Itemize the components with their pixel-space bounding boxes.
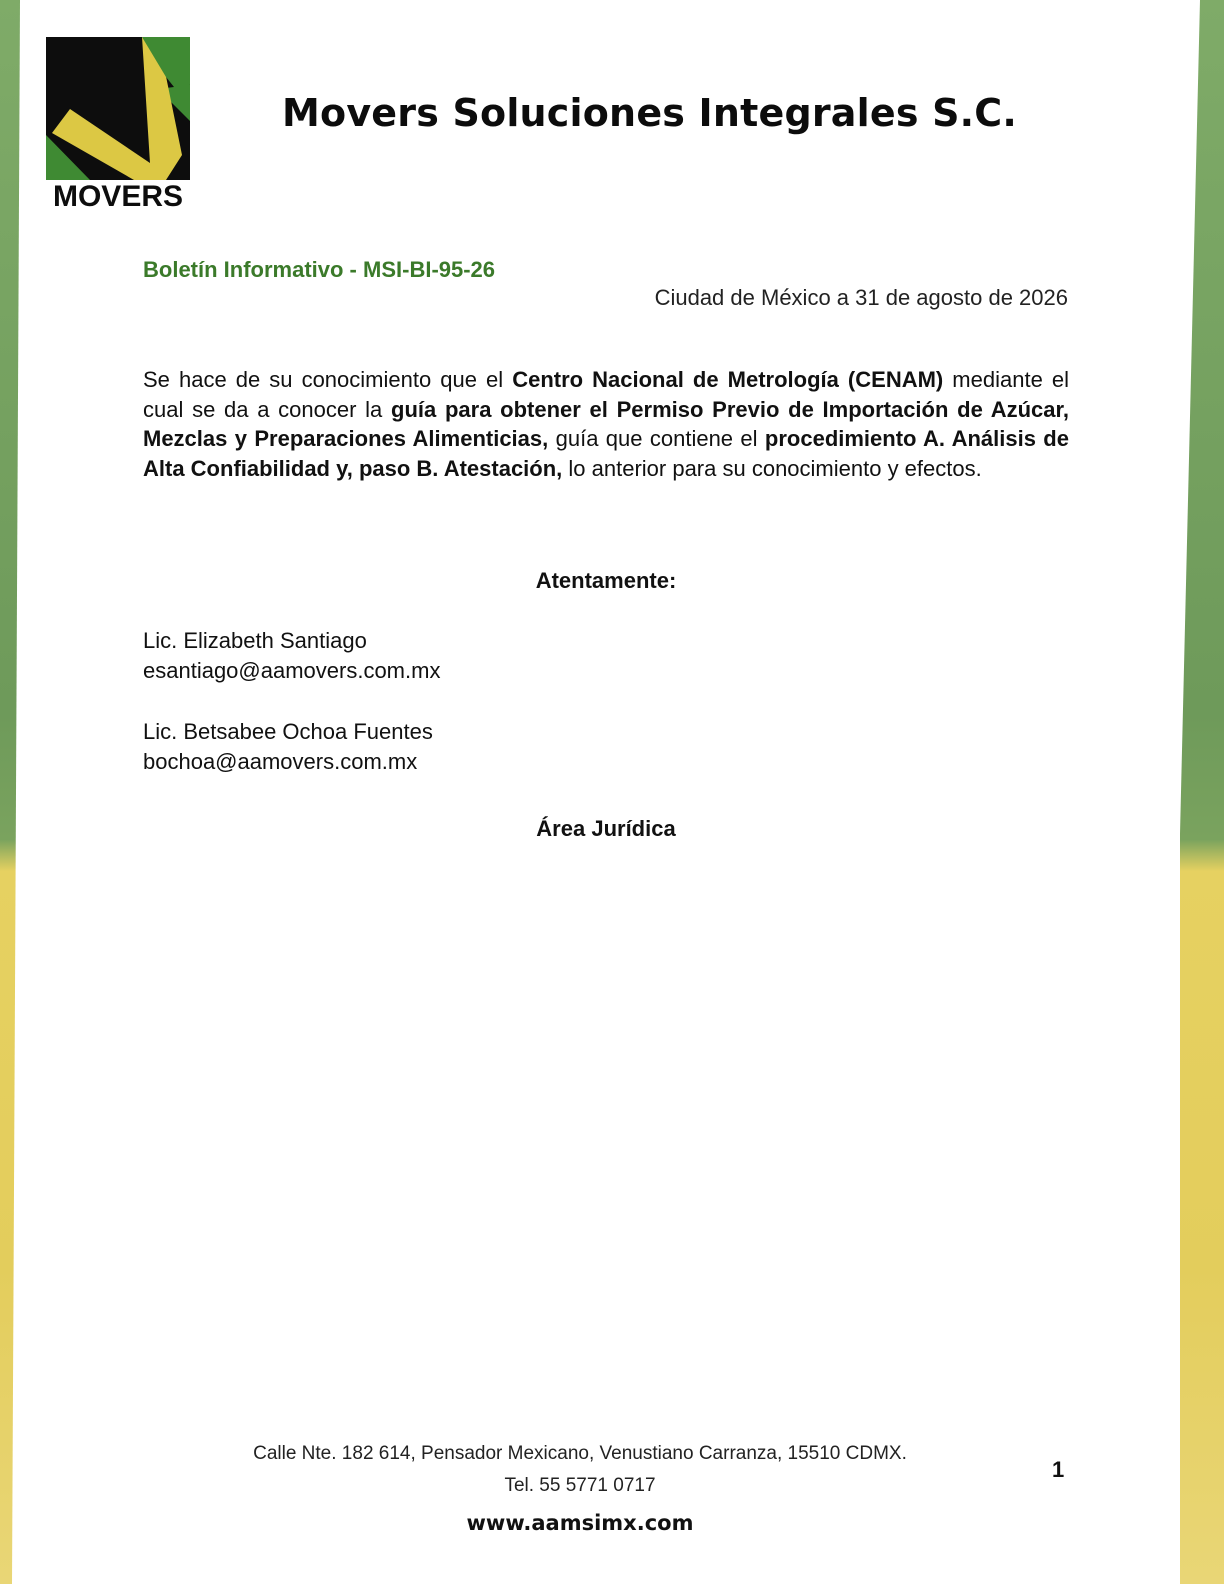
body-paragraph	[143, 365, 1069, 483]
signer-block	[143, 717, 433, 777]
movers-logo	[46, 37, 190, 212]
date-line: Ciudad de México a 31 de agosto de 2026	[654, 285, 1068, 310]
body-text-segment: lo anterior para su conocimiento y efectos.	[562, 455, 982, 481]
page-number: 1	[1052, 1457, 1065, 1482]
signer-name: Lic. Betsabee Ochoa Fuentes	[143, 719, 433, 744]
company-name: Movers Soluciones Integrales S.C.	[282, 91, 1018, 135]
signer-email[interactable]: bochoa@aamovers.com.mx	[143, 749, 418, 774]
svg-text:MOVERS: MOVERS	[52, 180, 184, 212]
signer-email[interactable]: esantiago@aamovers.com.mx	[143, 658, 441, 683]
body-bold-segment: Centro Nacional de Metrología (CENAM)	[512, 367, 944, 392]
bulletin-id: Boletín Informativo - MSI-BI-95-26	[143, 257, 496, 282]
footer-phone: Tel. 55 5771 0717	[504, 1475, 656, 1496]
signer-block	[143, 626, 440, 686]
body-text-segment: Se hace de su conocimiento que el	[143, 367, 513, 392]
body-bold-segment: procedimiento A. Análisis de Alta Confiabilidad y, paso B. Atestación,	[143, 426, 1069, 481]
body-bold-segment: guía para obtener el Permiso Previo de Importación de Azúcar, Mezclas y Preparaciones Alimenticias,	[143, 396, 1069, 451]
body-text-segment: mediante el cual se da a conocer la	[143, 367, 1069, 422]
footer-address: Calle Nte. 182 614, Pensador Mexicano, Venustiano Carranza, 15510 CDMX.	[253, 1443, 907, 1464]
body-text-segment: guía que contiene el	[548, 426, 765, 451]
footer-website-link[interactable]: www.aamsimx.com	[466, 1511, 694, 1535]
closing-salutation: Atentamente:	[535, 568, 677, 593]
department-name: Área Jurídica	[536, 816, 676, 841]
signer-name: Lic. Elizabeth Santiago	[143, 628, 367, 653]
